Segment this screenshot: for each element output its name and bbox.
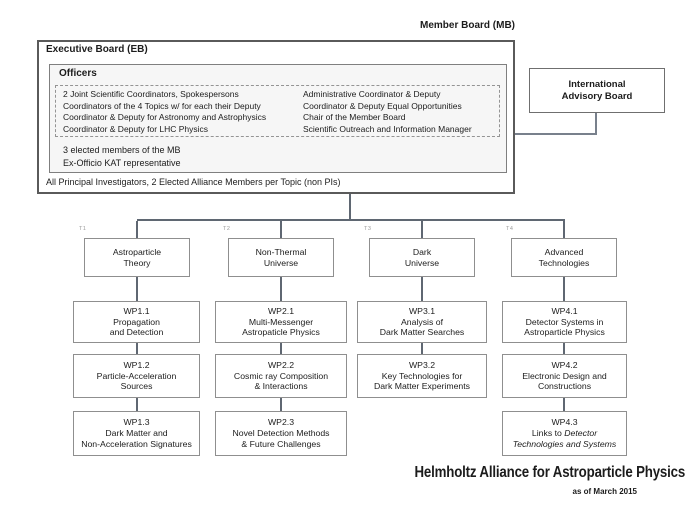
wp1-to-wp2-line <box>136 343 138 354</box>
topic-box-line: Advanced <box>544 246 584 257</box>
wp-box-line <box>532 428 597 439</box>
wp-id: WP3.2 <box>408 359 436 370</box>
eb-feed-line <box>349 194 351 220</box>
wp-box-line: Cosmic ray Composition <box>233 370 329 381</box>
wp-box-wp2-3 <box>215 411 347 456</box>
wp-id: WP4.2 <box>551 359 578 370</box>
wp-id: WP1.2 <box>123 359 150 370</box>
wp-box-wp2-1 <box>215 301 347 343</box>
topic-box-line: Technologies <box>538 257 590 268</box>
wp-id: WP1.3 <box>123 417 150 428</box>
wp-box-line: Novel Detection Methods <box>232 428 330 439</box>
advisory-board-line2: Advisory Board <box>561 90 633 102</box>
wp-box-line: Astroparticle Physics <box>524 327 605 338</box>
wp-box-wp2-2 <box>215 354 347 398</box>
wp-id: WP2.3 <box>267 417 295 428</box>
wp-box-wp3-2 <box>357 354 487 398</box>
topic-box-line: Theory <box>123 257 151 268</box>
advisory-board-connector-h <box>515 133 597 135</box>
wp-box-line: Analysis of <box>400 316 443 327</box>
topic-box-line: Dark <box>412 246 432 257</box>
wp-box-wp4-1 <box>502 301 627 343</box>
diagram-subtitle: as of March 2015 <box>572 487 637 496</box>
wp-box-wp4-3 <box>502 411 627 456</box>
wp-box-wp1-3 <box>73 411 200 456</box>
eb-member-item: Ex-Officio KAT representative <box>63 157 181 168</box>
topic-tag-t1: T1 <box>79 226 87 232</box>
wp2-to-wp3-line <box>563 398 565 411</box>
wp-box-wp3-1 <box>357 301 487 343</box>
wp-box-line: & Future Challenges <box>241 438 321 449</box>
topic-box-line: Astroparticle <box>112 246 162 257</box>
wp-box-line: Particle-Acceleration <box>96 370 177 381</box>
wp1-to-wp2-line <box>280 343 282 354</box>
wp-box-line: Electronic Design and <box>522 370 607 381</box>
wp-box-wp4-2 <box>502 354 627 398</box>
topic-to-wp1-line <box>136 277 138 301</box>
wp-box-line: Multi-Messenger <box>248 316 314 327</box>
bus-drop-line <box>563 221 565 238</box>
wp-box-line: Propagation <box>113 316 160 327</box>
topic-bus-line <box>137 219 565 221</box>
bus-drop-line <box>136 221 138 238</box>
wp-box-line-segment: Links to <box>531 428 565 439</box>
topic-box-line: Universe <box>263 257 299 268</box>
topic-box-t1 <box>84 238 190 277</box>
officers-list-left <box>63 89 266 135</box>
topic-box-line: Non-Thermal <box>255 246 307 257</box>
wp-box-line: and Detection <box>109 327 164 338</box>
eb-elected-members <box>63 144 181 169</box>
topic-tag-t3: T3 <box>364 226 372 232</box>
wp-id: WP4.1 <box>551 305 578 316</box>
advisory-board-line1: International <box>568 78 626 90</box>
wp-id: WP1.1 <box>123 305 150 316</box>
wp-box-line: Key Technologies for <box>381 370 463 381</box>
wp-box-wp1-1 <box>73 301 200 343</box>
officer-item: Chair of the Member Board <box>303 112 406 123</box>
topic-box-t4 <box>511 238 617 277</box>
wp-box-wp1-2 <box>73 354 200 398</box>
wp-box-line <box>513 439 617 450</box>
officer-item: Scientific Outreach and Information Manager <box>303 123 472 134</box>
wp1-to-wp2-line <box>421 343 423 354</box>
member-board-note: All Principal Investigators, 2 Elected Alliance Members per Topic (non PIs) <box>46 177 341 187</box>
eb-member-item: 3 elected members of the MB <box>63 145 181 155</box>
diagram-title: Helmholtz Alliance for Astroparticle Physics <box>414 464 685 481</box>
wp-box-line: Detector Systems in <box>525 316 604 327</box>
executive-board-label: Executive Board (EB) <box>46 44 148 55</box>
wp-box-line-segment: Detector <box>564 428 598 439</box>
topic-box-line: Universe <box>404 257 440 268</box>
officer-item: 2 Joint Scientific Coordinators, Spokespersons <box>63 89 239 99</box>
wp-id: WP2.2 <box>267 359 295 370</box>
topic-box-t3 <box>369 238 475 277</box>
wp-box-line: Dark Matter and <box>105 428 168 439</box>
wp-box-line: Sources <box>120 381 153 392</box>
officer-item: Coordinator & Deputy Equal Opportunities <box>303 100 462 111</box>
wp2-to-wp3-line <box>136 398 138 411</box>
officer-item: Coordinator & Deputy for LHC Physics <box>63 123 209 134</box>
wp1-to-wp2-line <box>563 343 565 354</box>
wp-id: WP4.3 <box>551 417 578 428</box>
wp-box-line: & Interactions <box>254 381 308 392</box>
wp2-to-wp3-line <box>280 398 282 411</box>
wp-box-line: Dark Matter Searches <box>379 327 465 338</box>
wp-box-line: Non-Acceleration Signatures <box>81 438 192 449</box>
topic-to-wp1-line <box>421 277 423 301</box>
topic-box-t2 <box>228 238 334 277</box>
member-board-label: Member Board (MB) <box>419 20 515 31</box>
topic-tag-t2: T2 <box>223 226 231 232</box>
wp-box-line-segment: Technologies and Systems <box>512 438 617 449</box>
officers-list-right <box>303 89 472 135</box>
officer-item: Coordinators of the 4 Topics w/ for each their Deputy <box>63 100 261 111</box>
wp-id: WP3.1 <box>408 305 436 316</box>
officers-title: Officers <box>59 68 97 79</box>
officer-item: Coordinator & Deputy for Astronomy and Astrophysics <box>63 112 267 123</box>
advisory-board-connector-v <box>595 113 597 135</box>
bus-drop-line <box>421 221 423 238</box>
wp-box-line: Dark Matter Experiments <box>373 381 471 392</box>
officer-item: Administrative Coordinator & Deputy <box>303 89 441 99</box>
topic-tag-t4: T4 <box>506 226 514 232</box>
wp-id: WP2.1 <box>267 305 295 316</box>
wp-box-line: Constructions <box>537 381 592 392</box>
topic-to-wp1-line <box>280 277 282 301</box>
international-advisory-board-box <box>529 68 665 113</box>
wp-box-line: Astropaticle Physics <box>242 327 320 338</box>
bus-drop-line <box>280 221 282 238</box>
topic-to-wp1-line <box>563 277 565 301</box>
